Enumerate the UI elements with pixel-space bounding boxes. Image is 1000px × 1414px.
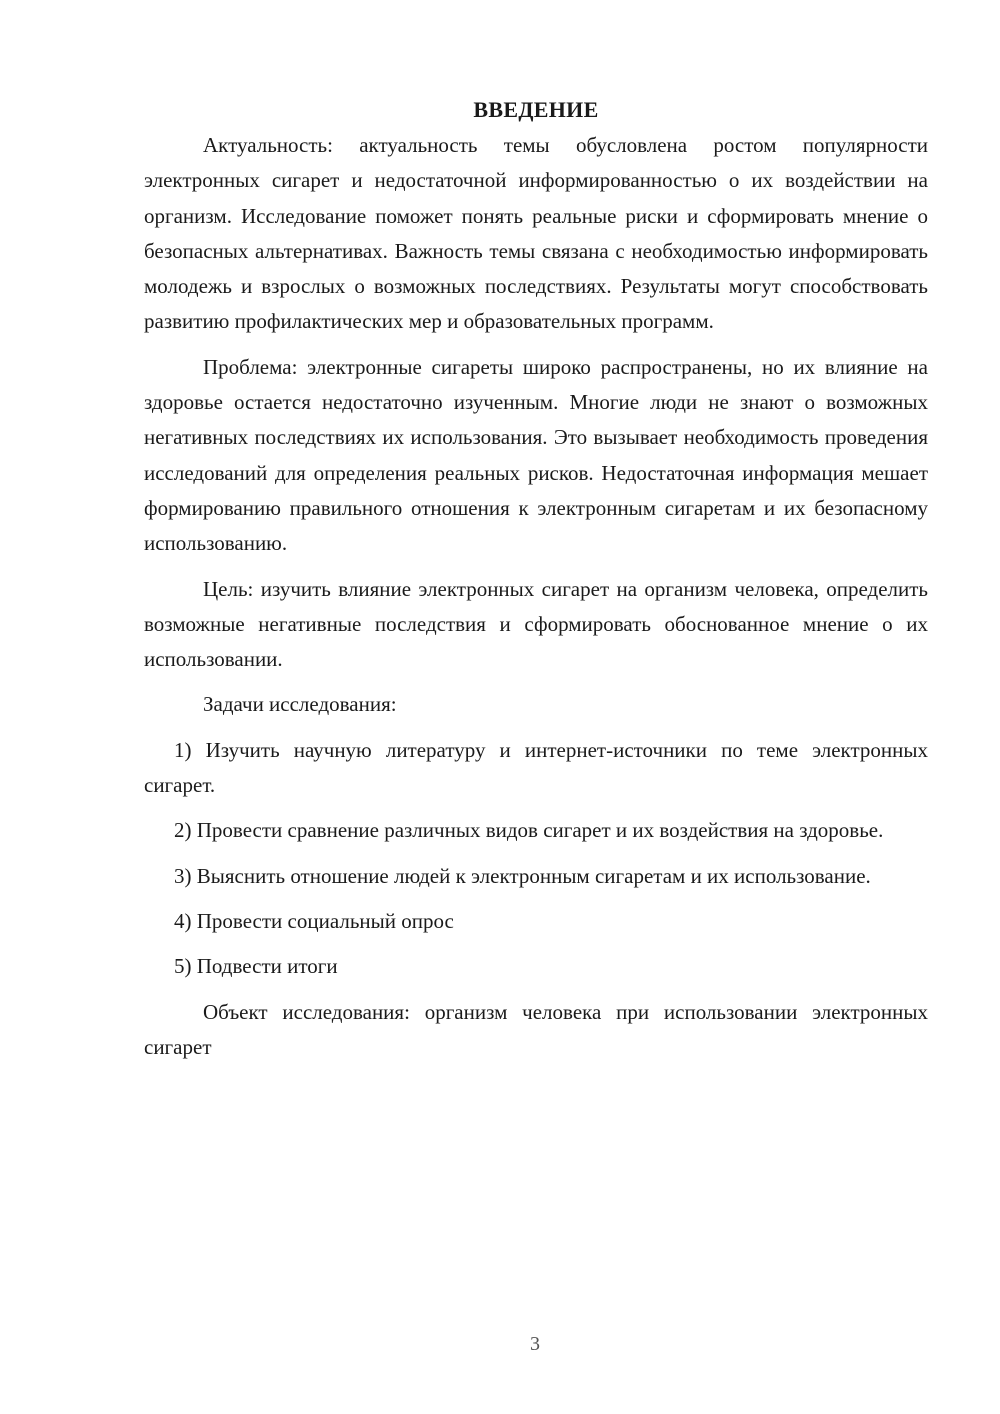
task-item-1: 1) Изучить научную литературу и интернет-источники по теме электронных сигарет. (144, 737, 928, 798)
task-item-5: 5) Подвести итоги (174, 954, 338, 979)
page-number: 3 (530, 1333, 540, 1355)
goal-paragraph: Цель: изучить влияние электронных сигарет на организм человека, определить возможные негативные последствия и сформировать обоснованное мнение о их использовании. (144, 576, 928, 672)
tasks-heading: Задачи исследования: (203, 692, 397, 717)
task-item-4: 4) Провести социальный опрос (174, 908, 454, 933)
relevance-paragraph: Актуальность: актуальность темы обусловлена ростом популярности электронных сигарет и недостаточной информированностью о их воздействии на организм. Исследование поможет понять реальные риски и сформировать мнение о безопасных альтернативах. Важность темы связана с необходимостью информировать молодежь и взрослых о возможных последствиях. Результаты могут способствовать развитию профилактических мер и образовательных программ. (144, 133, 928, 334)
task-item-3: 3) Выяснить отношение людей к электронным сигаретам и их использование. (174, 863, 871, 888)
task-item-2: 2) Провести сравнение различных видов сигарет и их воздействия на здоровье. (174, 818, 884, 843)
page-title: ВВЕДЕНИЕ (473, 97, 599, 122)
object-paragraph: Объект исследования: организм человека при использовании электронных сигарет (144, 999, 928, 1059)
document-page (144, 92, 928, 1075)
problem-paragraph: Проблема: электронные сигареты широко распространены, но их влияние на здоровье остается недостаточно изученным. Многие люди не знают о возможных негативных последствиях их использования. Это вызывает необходимость проведения исследований для определения реальных рисков. Недостаточная информация мешает формированию правильного отношения к электронным сигаретам и их безопасному использованию. (144, 354, 928, 556)
